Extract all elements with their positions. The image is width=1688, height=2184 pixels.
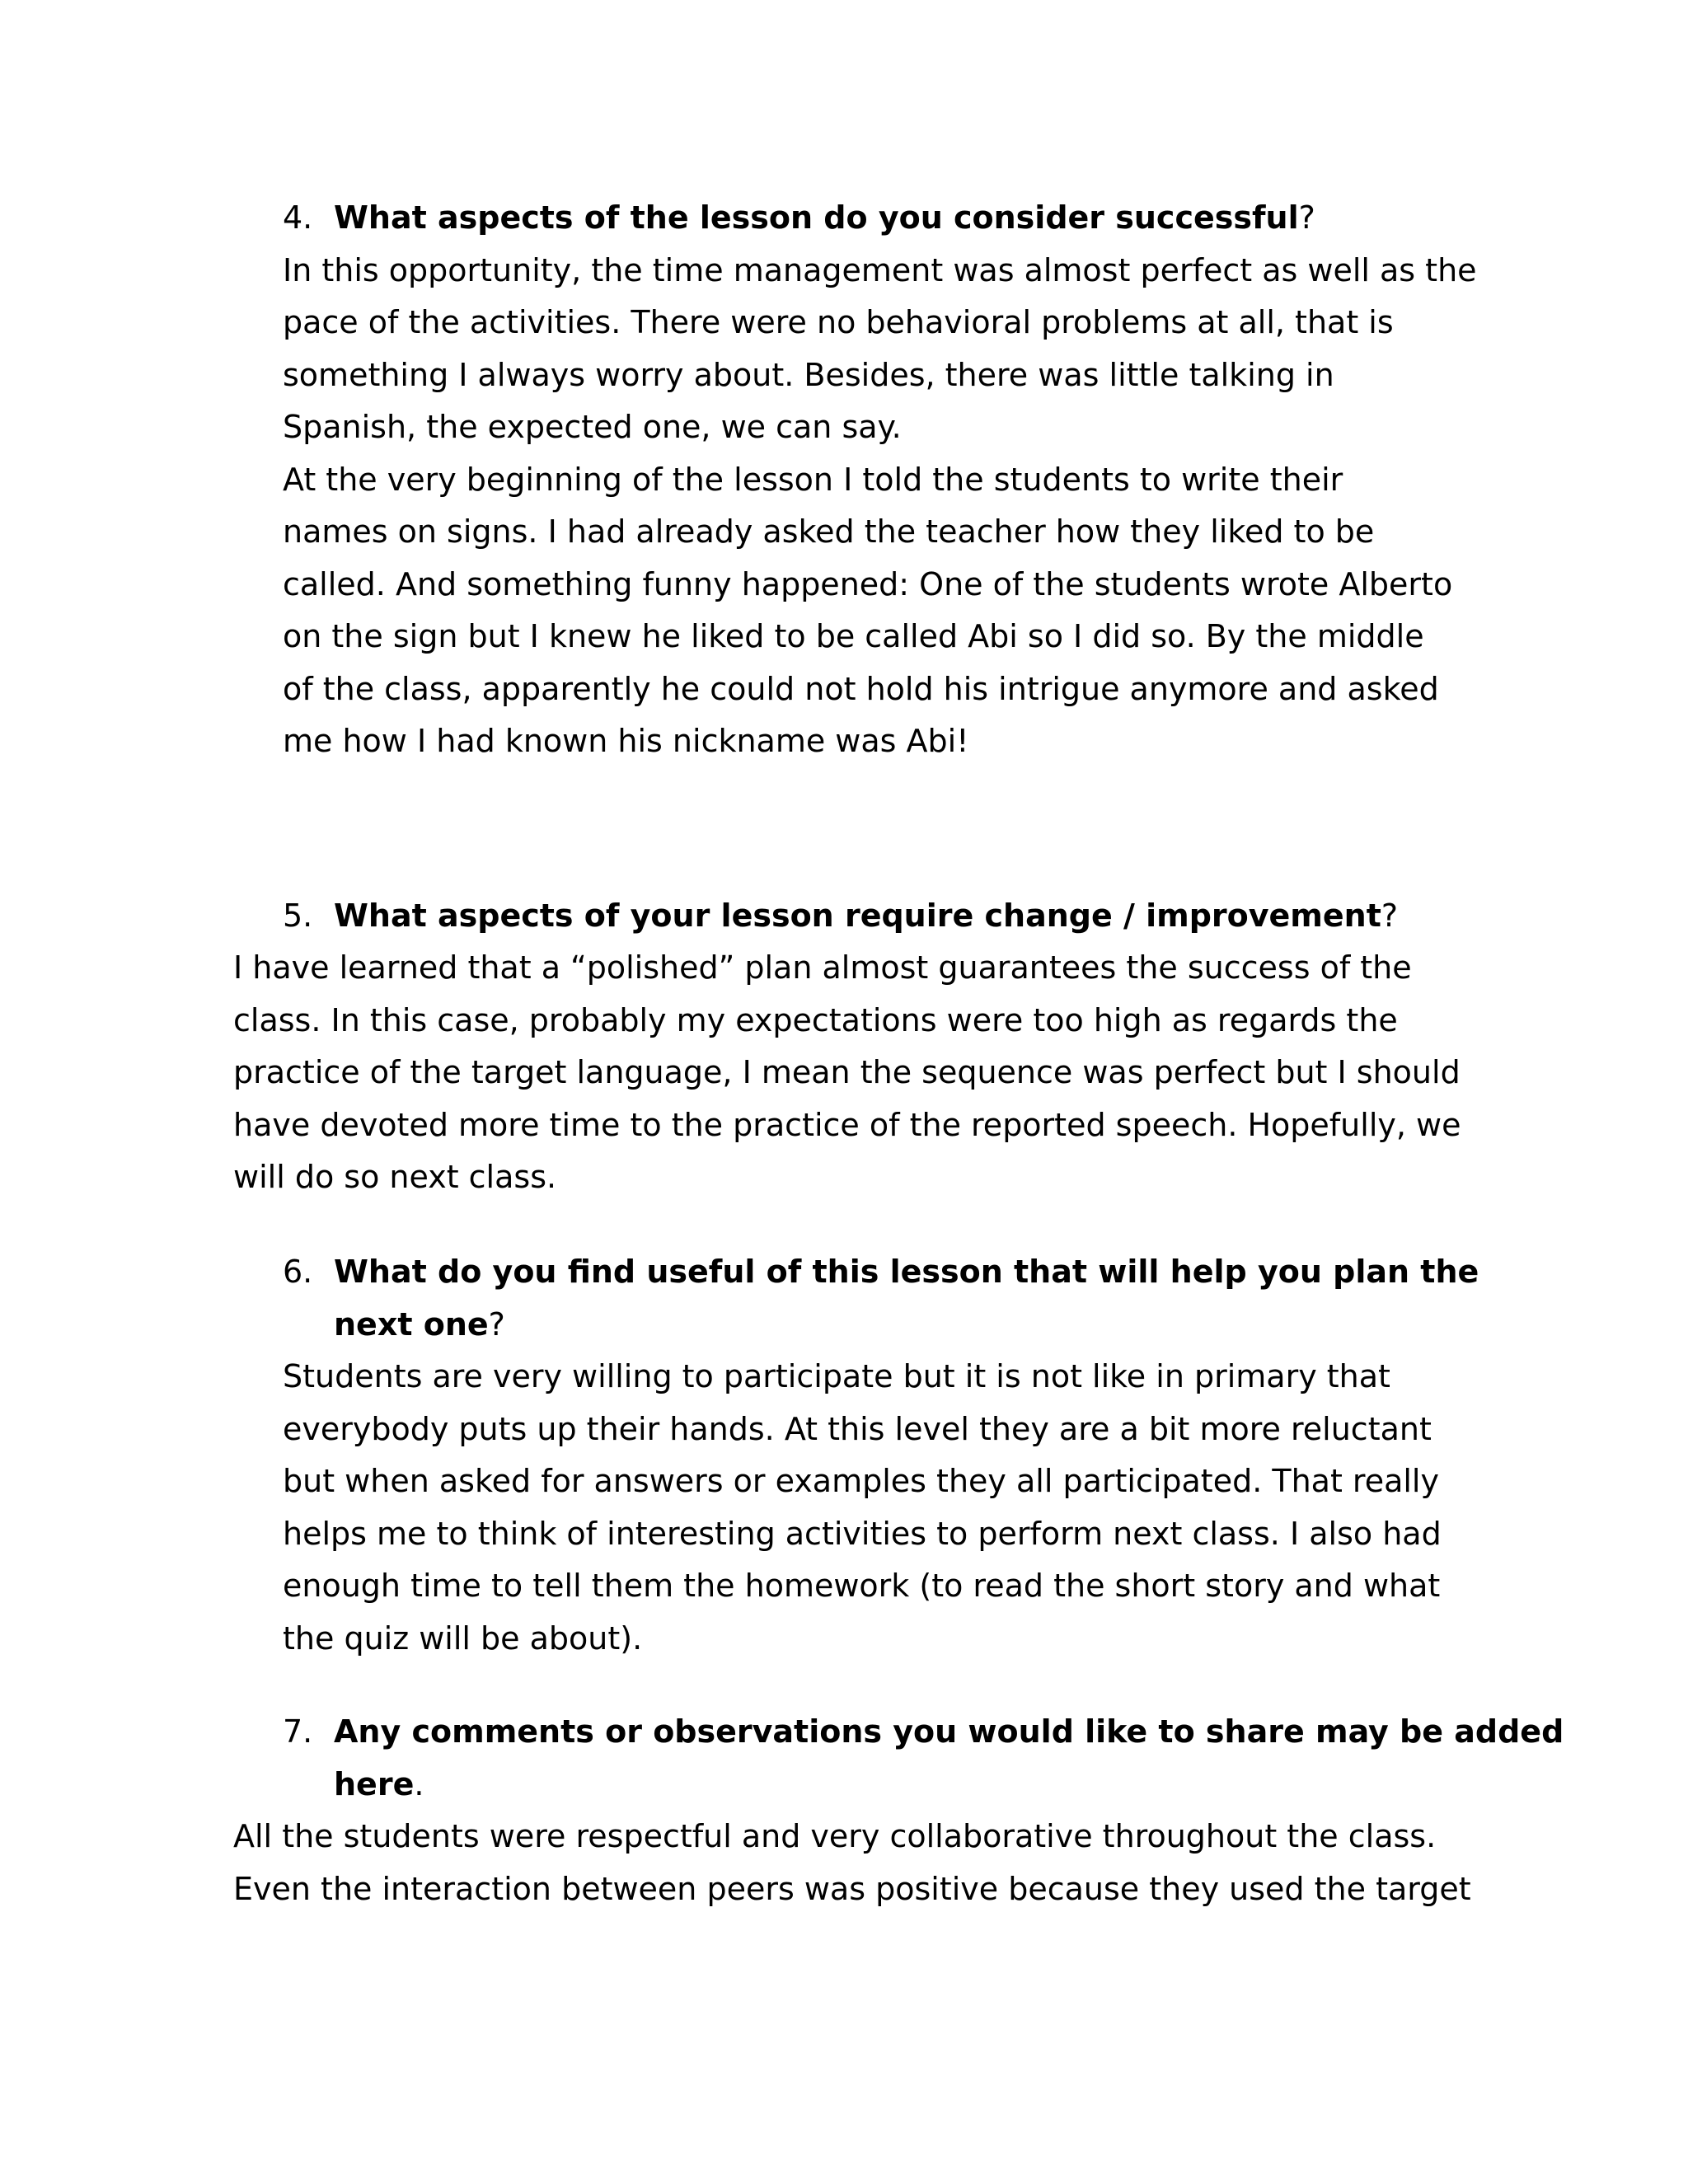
answer-line: class. In this case, probably my expectations were too high as regards the: [233, 1001, 1398, 1038]
question-end-mark: ?: [1298, 199, 1315, 236]
question-title: here: [334, 1765, 415, 1802]
question-title: What do you find useful of this lesson that will help you plan the: [334, 1254, 1479, 1290]
question-title: next one: [334, 1305, 489, 1343]
question-6-heading: [283, 1246, 1479, 1351]
answer-line: practice of the target language, I mean the sequence was perfect but I should: [233, 1054, 1461, 1090]
question-number: 6.: [283, 1254, 313, 1290]
answer-line: but when asked for answers or examples they all participated. That really: [283, 1463, 1439, 1499]
answer-5: [233, 942, 1470, 1204]
answer-line: on the sign but I knew he liked to be called Abi so I did so. By the middle: [283, 618, 1424, 654]
answer-line: have devoted more time to the practice of the reported speech. Hopefully, we: [233, 1106, 1461, 1143]
answer-line: the quiz will be about).: [283, 1619, 643, 1657]
answer-7: [233, 1811, 1470, 1915]
question-4: [283, 192, 1477, 768]
answer-line: enough time to tell them the homework (to read the short story and what: [283, 1568, 1441, 1604]
answer-line: of the class, apparently he could not hold his intrigue anymore and asked: [283, 670, 1439, 707]
question-6: [283, 1246, 1479, 1665]
answer-line: me how I had known his nickname was Abi!: [283, 723, 969, 759]
answer-line: names on signs. I had already asked the teacher how they liked to be: [283, 513, 1375, 550]
answer-line: Spanish, the expected one, we can say.: [283, 409, 902, 445]
answer-line: At the very beginning of the lesson I told the students to write their: [283, 461, 1343, 498]
question-5: [283, 890, 1453, 943]
question-title: What aspects of the lesson do you consider successful: [334, 199, 1299, 236]
answer-line: pace of the activities. There were no behavioral problems at all, that is: [283, 304, 1394, 340]
answer-line: will do so next class.: [233, 1159, 557, 1195]
answer-line: called. And something funny happened: One of the students wrote Alberto: [283, 565, 1453, 602]
question-7: [283, 1706, 1564, 1811]
question-4-heading: [283, 192, 1453, 245]
question-7-heading: [283, 1706, 1564, 1811]
answer-line: Even the interaction between peers was positive because they used the target: [233, 1870, 1471, 1907]
question-title: What aspects of your lesson require change / improvement: [334, 898, 1381, 934]
answer-line: All the students were respectful and very collaborative throughout the class.: [233, 1818, 1437, 1854]
question-number: 5.: [283, 898, 313, 934]
question-end-mark: ?: [488, 1305, 505, 1343]
question-number: 7.: [283, 1713, 313, 1750]
answer-line: In this opportunity, the time management was almost perfect as well as the: [283, 251, 1477, 288]
answer-line: everybody puts up their hands. At this level they are a bit more reluctant: [283, 1410, 1432, 1447]
answer-6: [283, 1351, 1453, 1665]
answer-line: something I always worry about. Besides, there was little talking in: [283, 356, 1334, 393]
question-end-mark: ?: [1381, 898, 1399, 934]
question-end-mark: .: [414, 1765, 424, 1802]
question-title: Any comments or observations you would like to share may be added: [334, 1713, 1564, 1750]
answer-4: [283, 245, 1477, 768]
answer-line: I have learned that a “polished” plan almost guarantees the success of the: [233, 949, 1412, 986]
question-5-heading: [283, 890, 1453, 943]
answer-line: Students are very willing to participate but it is not like in primary that: [283, 1358, 1390, 1394]
answer-line: helps me to think of interesting activities to perform next class. I also had: [283, 1515, 1442, 1552]
question-number: 4.: [283, 199, 313, 236]
